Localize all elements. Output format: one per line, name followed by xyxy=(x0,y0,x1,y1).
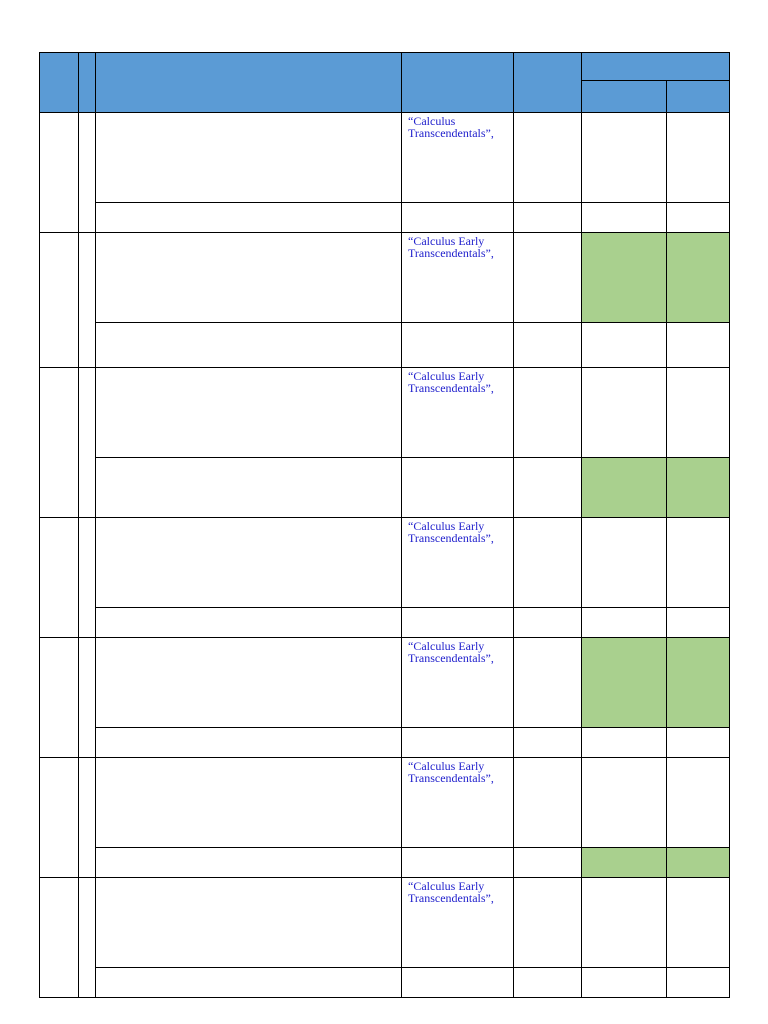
textbook-reference-line: “Calculus Early xyxy=(408,519,485,533)
detail-cell xyxy=(514,608,582,638)
textbook-reference-line: “Calculus Early xyxy=(408,369,485,383)
table-row xyxy=(40,848,730,878)
narrow-cell xyxy=(79,758,96,878)
index-cell xyxy=(40,233,79,368)
status-cell xyxy=(667,638,730,728)
topic-cell xyxy=(96,233,402,323)
status-cell xyxy=(667,848,730,878)
status-cell xyxy=(667,113,730,203)
header-cell xyxy=(514,53,582,113)
status-cell xyxy=(582,518,667,608)
topic-cell xyxy=(96,113,402,203)
table-row xyxy=(40,323,730,368)
table-row xyxy=(40,233,730,323)
table-header xyxy=(40,53,730,113)
status-cell xyxy=(582,458,667,518)
header-subcell xyxy=(667,81,730,113)
textbook-reference-cell xyxy=(402,758,514,848)
topic-cell xyxy=(96,878,402,968)
header-cell xyxy=(79,53,96,113)
status-cell xyxy=(667,518,730,608)
narrow-cell xyxy=(79,113,96,233)
status-cell xyxy=(582,113,667,203)
status-cell xyxy=(582,848,667,878)
index-cell xyxy=(40,113,79,233)
narrow-cell xyxy=(79,878,96,998)
status-cell xyxy=(582,368,667,458)
narrow-cell xyxy=(79,233,96,368)
textbook-reference-line: Transcendentals”, xyxy=(408,126,494,140)
status-cell xyxy=(667,368,730,458)
detail-cell xyxy=(514,458,582,518)
reference-cell xyxy=(402,968,514,998)
narrow-cell xyxy=(79,368,96,518)
topic-cell xyxy=(96,758,402,848)
detail-cell xyxy=(514,233,582,323)
narrow-cell xyxy=(79,638,96,758)
status-cell xyxy=(667,758,730,848)
status-cell xyxy=(582,638,667,728)
index-cell xyxy=(40,758,79,878)
topic-cell xyxy=(96,968,402,998)
header-subcell xyxy=(582,81,667,113)
header-cell xyxy=(96,53,402,113)
textbook-reference-line: Transcendentals”, xyxy=(408,771,494,785)
status-cell xyxy=(582,608,667,638)
header-cell xyxy=(402,53,514,113)
textbook-reference-line: Transcendentals”, xyxy=(408,531,494,545)
status-cell xyxy=(582,323,667,368)
topic-cell xyxy=(96,203,402,233)
topic-cell xyxy=(96,728,402,758)
header-cell xyxy=(40,53,79,113)
topic-cell xyxy=(96,518,402,608)
textbook-reference-line: “Calculus Early xyxy=(408,759,485,773)
detail-cell xyxy=(514,968,582,998)
status-cell xyxy=(582,233,667,323)
topic-cell xyxy=(96,368,402,458)
topic-cell xyxy=(96,638,402,728)
detail-cell xyxy=(514,638,582,728)
reference-cell xyxy=(402,203,514,233)
table-row xyxy=(40,728,730,758)
status-cell xyxy=(582,728,667,758)
reference-cell xyxy=(402,728,514,758)
table-row xyxy=(40,758,730,848)
narrow-cell xyxy=(79,518,96,638)
course-schedule-table xyxy=(39,52,730,998)
textbook-reference-cell xyxy=(402,368,514,458)
textbook-reference-line: “Calculus Early xyxy=(408,234,485,248)
table-row xyxy=(40,968,730,998)
detail-cell xyxy=(514,848,582,878)
reference-cell xyxy=(402,323,514,368)
table-row xyxy=(40,518,730,608)
status-cell xyxy=(667,878,730,968)
status-cell xyxy=(582,758,667,848)
table-row xyxy=(40,458,730,518)
topic-cell xyxy=(96,458,402,518)
textbook-reference-line: “Calculus Early xyxy=(408,879,485,893)
table-body xyxy=(40,113,730,998)
textbook-reference-line: “Calculus xyxy=(408,114,456,128)
status-cell xyxy=(667,233,730,323)
textbook-reference-line: Transcendentals”, xyxy=(408,381,494,395)
detail-cell xyxy=(514,518,582,608)
status-cell xyxy=(667,323,730,368)
table-row xyxy=(40,608,730,638)
textbook-reference-cell xyxy=(402,233,514,323)
status-cell xyxy=(582,878,667,968)
topic-cell xyxy=(96,608,402,638)
status-cell xyxy=(582,203,667,233)
index-cell xyxy=(40,878,79,998)
reference-cell xyxy=(402,848,514,878)
table-row xyxy=(40,113,730,203)
detail-cell xyxy=(514,758,582,848)
textbook-reference-cell xyxy=(402,878,514,968)
index-cell xyxy=(40,368,79,518)
status-cell xyxy=(667,458,730,518)
textbook-reference-cell xyxy=(402,113,514,203)
textbook-reference-cell xyxy=(402,518,514,608)
textbook-reference-line: Transcendentals”, xyxy=(408,246,494,260)
topic-cell xyxy=(96,848,402,878)
textbook-reference-line: Transcendentals”, xyxy=(408,651,494,665)
reference-cell xyxy=(402,458,514,518)
reference-cell xyxy=(402,608,514,638)
textbook-reference-cell xyxy=(402,638,514,728)
status-cell xyxy=(667,203,730,233)
table-row xyxy=(40,368,730,458)
status-cell xyxy=(582,968,667,998)
table-row xyxy=(40,203,730,233)
topic-cell xyxy=(96,323,402,368)
detail-cell xyxy=(514,203,582,233)
textbook-reference-line: Transcendentals”, xyxy=(408,891,494,905)
index-cell xyxy=(40,518,79,638)
table-row xyxy=(40,878,730,968)
detail-cell xyxy=(514,323,582,368)
detail-cell xyxy=(514,728,582,758)
header-group-cell xyxy=(582,53,730,81)
detail-cell xyxy=(514,878,582,968)
detail-cell xyxy=(514,368,582,458)
status-cell xyxy=(667,728,730,758)
detail-cell xyxy=(514,113,582,203)
table-row xyxy=(40,638,730,728)
status-cell xyxy=(667,968,730,998)
textbook-reference-line: “Calculus Early xyxy=(408,639,485,653)
course-schedule-document xyxy=(39,52,730,998)
status-cell xyxy=(667,608,730,638)
index-cell xyxy=(40,638,79,758)
